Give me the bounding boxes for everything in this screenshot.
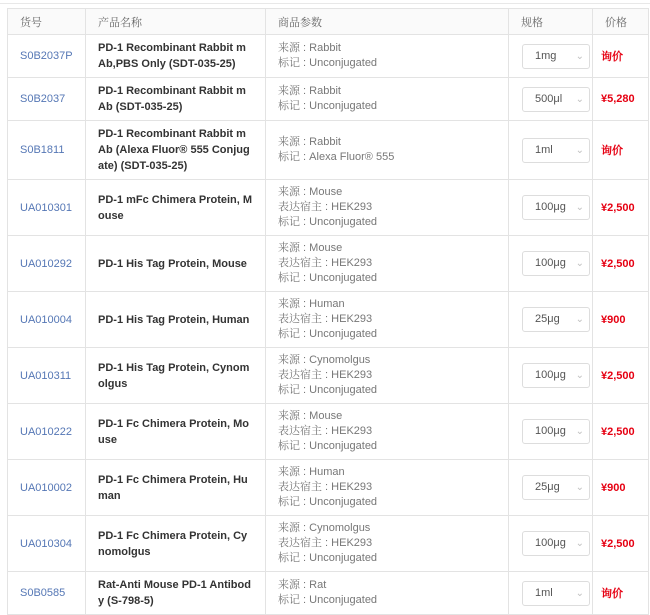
param-line: 标记 : Unconjugated xyxy=(278,440,378,452)
product-name: PD-1 His Tag Protein, Cynomolgus xyxy=(86,348,266,404)
spec-cell xyxy=(509,292,593,348)
chevron-down-icon: ⌄ xyxy=(575,314,584,325)
product-name: PD-1 Recombinant Rabbit mAb (SDT-035-25) xyxy=(86,78,266,121)
spec-cell xyxy=(509,460,593,516)
param-line: 标记 : Unconjugated xyxy=(278,384,378,396)
spec-select[interactable] xyxy=(522,44,590,69)
price: ¥2,500 xyxy=(593,348,649,404)
chevron-down-icon: ⌄ xyxy=(575,538,584,549)
spec-select[interactable] xyxy=(522,419,590,444)
spec-cell xyxy=(509,572,593,615)
catalog-cell xyxy=(8,35,86,78)
catalog-cell xyxy=(8,292,86,348)
spec-select[interactable] xyxy=(522,138,590,163)
param-line: 来源 : Mouse xyxy=(278,242,343,254)
spec-cell xyxy=(509,180,593,236)
spec-value: 100μg xyxy=(535,425,566,437)
param-line: 表达宿主 : HEK293 xyxy=(278,369,373,381)
spec-value: 100μg xyxy=(535,201,566,213)
table-body xyxy=(8,35,649,615)
price: ¥2,500 xyxy=(593,516,649,572)
column-header-catalog: 货号 xyxy=(8,9,86,35)
param-line: 表达宿主 : HEK293 xyxy=(278,481,373,493)
product-params xyxy=(266,35,509,78)
product-name: PD-1 Recombinant Rabbit mAb (Alexa Fluor® 555 Conjugate) (SDT-035-25) xyxy=(86,121,266,180)
chevron-down-icon: ⌄ xyxy=(575,370,584,381)
table-row xyxy=(8,35,649,78)
spec-select[interactable] xyxy=(522,475,590,500)
table-row xyxy=(8,236,649,292)
price: 询价 xyxy=(593,35,649,78)
catalog-link[interactable]: S0B0585 xyxy=(20,587,66,599)
param-line: 来源 : Mouse xyxy=(278,410,343,422)
spec-value: 25μg xyxy=(535,313,560,325)
catalog-link[interactable]: UA010301 xyxy=(20,201,72,214)
param-line: 来源 : Cynomolgus xyxy=(278,522,371,534)
table-row xyxy=(8,121,649,180)
param-line: 来源 : Human xyxy=(278,298,345,310)
product-params xyxy=(266,121,509,180)
chevron-down-icon: ⌄ xyxy=(575,482,584,493)
catalog-cell xyxy=(8,121,86,180)
spec-select[interactable] xyxy=(522,363,590,388)
chevron-down-icon: ⌄ xyxy=(575,144,584,156)
price: ¥5,280 xyxy=(593,78,649,121)
catalog-link[interactable]: UA010004 xyxy=(20,313,72,326)
product-name: PD-1 Fc Chimera Protein, Human xyxy=(86,460,266,516)
spec-value: 100μg xyxy=(535,369,566,381)
product-params xyxy=(266,180,509,236)
product-table-container xyxy=(7,8,648,615)
product-name: PD-1 Fc Chimera Protein, Mouse xyxy=(86,404,266,460)
price: ¥900 xyxy=(593,460,649,516)
param-line: 标记 : Unconjugated xyxy=(278,216,378,228)
product-name: PD-1 His Tag Protein, Mouse xyxy=(86,236,266,292)
table-row xyxy=(8,348,649,404)
param-line: 标记 : Unconjugated xyxy=(278,552,378,564)
param-line: 标记 : Unconjugated xyxy=(278,594,378,606)
param-line: 标记 : Unconjugated xyxy=(278,100,378,112)
param-line: 标记 : Unconjugated xyxy=(278,272,378,284)
param-line: 标记 : Alexa Fluor® 555 xyxy=(278,151,395,163)
param-line: 表达宿主 : HEK293 xyxy=(278,425,373,437)
spec-value: 100μg xyxy=(535,257,566,269)
table-row xyxy=(8,516,649,572)
spec-value: 1mg xyxy=(535,49,557,62)
column-header-product-name: 产品名称 xyxy=(86,9,266,35)
catalog-link[interactable]: S0B2037 xyxy=(20,93,66,105)
catalog-cell xyxy=(8,180,86,236)
table-row xyxy=(8,572,649,615)
table-header-row xyxy=(8,9,649,35)
catalog-cell xyxy=(8,236,86,292)
catalog-link[interactable]: UA010002 xyxy=(20,481,72,494)
param-line: 标记 : Unconjugated xyxy=(278,57,378,69)
table-row xyxy=(8,180,649,236)
chevron-down-icon: ⌄ xyxy=(575,93,584,105)
spec-cell xyxy=(509,78,593,121)
spec-value: 100μg xyxy=(535,537,566,549)
spec-cell xyxy=(509,35,593,78)
column-header-spec: 规格 xyxy=(509,9,593,35)
param-line: 表达宿主 : HEK293 xyxy=(278,257,373,269)
spec-cell xyxy=(509,121,593,180)
table-row xyxy=(8,292,649,348)
spec-select[interactable] xyxy=(522,251,590,276)
catalog-cell xyxy=(8,516,86,572)
product-params xyxy=(266,460,509,516)
spec-value: 1ml xyxy=(535,586,553,599)
spec-cell xyxy=(509,404,593,460)
chevron-down-icon: ⌄ xyxy=(575,50,584,62)
price: ¥2,500 xyxy=(593,180,649,236)
spec-select[interactable] xyxy=(522,87,590,112)
table-row xyxy=(8,404,649,460)
chevron-down-icon: ⌄ xyxy=(575,587,584,599)
catalog-cell xyxy=(8,404,86,460)
param-line: 来源 : Rabbit xyxy=(278,85,341,97)
catalog-link[interactable]: S0B2037P xyxy=(20,50,73,62)
product-params xyxy=(266,78,509,121)
price: ¥2,500 xyxy=(593,404,649,460)
top-divider xyxy=(0,3,650,4)
price: ¥900 xyxy=(593,292,649,348)
price: ¥2,500 xyxy=(593,236,649,292)
spec-cell xyxy=(509,236,593,292)
product-name: PD-1 His Tag Protein, Human xyxy=(86,292,266,348)
catalog-link[interactable]: S0B1811 xyxy=(20,144,65,156)
param-line: 表达宿主 : HEK293 xyxy=(278,537,373,549)
table-row xyxy=(8,78,649,121)
product-name: PD-1 Fc Chimera Protein, Cynomolgus xyxy=(86,516,266,572)
chevron-down-icon: ⌄ xyxy=(575,258,584,269)
product-params xyxy=(266,236,509,292)
spec-cell xyxy=(509,348,593,404)
product-name: PD-1 Recombinant Rabbit mAb,PBS Only (SDT-035-25) xyxy=(86,35,266,78)
spec-select[interactable] xyxy=(522,531,590,556)
param-line: 标记 : Unconjugated xyxy=(278,328,378,340)
column-header-params: 商品参数 xyxy=(266,9,509,35)
spec-select[interactable] xyxy=(522,195,590,220)
catalog-cell xyxy=(8,572,86,615)
column-header-price: 价格 xyxy=(593,9,649,35)
catalog-link[interactable]: UA010311 xyxy=(20,369,72,382)
price: 询价 xyxy=(593,572,649,615)
table-row xyxy=(8,460,649,516)
param-line: 表达宿主 : HEK293 xyxy=(278,313,373,325)
catalog-link[interactable]: UA010304 xyxy=(20,537,72,550)
catalog-cell xyxy=(8,78,86,121)
price: 询价 xyxy=(593,121,649,180)
spec-cell xyxy=(509,516,593,572)
spec-value: 500μl xyxy=(535,92,563,105)
spec-select[interactable] xyxy=(522,581,590,606)
product-params xyxy=(266,348,509,404)
param-line: 来源 : Human xyxy=(278,466,345,478)
param-line: 表达宿主 : HEK293 xyxy=(278,201,373,213)
param-line: 来源 : Rat xyxy=(278,579,327,591)
product-params xyxy=(266,404,509,460)
param-line: 来源 : Rabbit xyxy=(278,136,341,148)
product-name: PD-1 mFc Chimera Protein, Mouse xyxy=(86,180,266,236)
product-params xyxy=(266,572,509,615)
product-params xyxy=(266,292,509,348)
spec-value: 25μg xyxy=(535,481,560,493)
catalog-link[interactable]: UA010292 xyxy=(20,257,72,270)
product-name: Rat-Anti Mouse PD-1 Antibody (S-798-5) xyxy=(86,572,266,615)
param-line: 来源 : Rabbit xyxy=(278,42,341,54)
chevron-down-icon: ⌄ xyxy=(575,202,584,213)
spec-value: 1ml xyxy=(535,143,553,156)
catalog-cell xyxy=(8,348,86,404)
catalog-cell xyxy=(8,460,86,516)
param-line: 来源 : Mouse xyxy=(278,186,343,198)
spec-select[interactable] xyxy=(522,307,590,332)
param-line: 来源 : Cynomolgus xyxy=(278,354,371,366)
chevron-down-icon: ⌄ xyxy=(575,426,584,437)
product-params xyxy=(266,516,509,572)
product-table xyxy=(7,8,649,615)
catalog-link[interactable]: UA010222 xyxy=(20,425,72,438)
param-line: 标记 : Unconjugated xyxy=(278,496,378,508)
